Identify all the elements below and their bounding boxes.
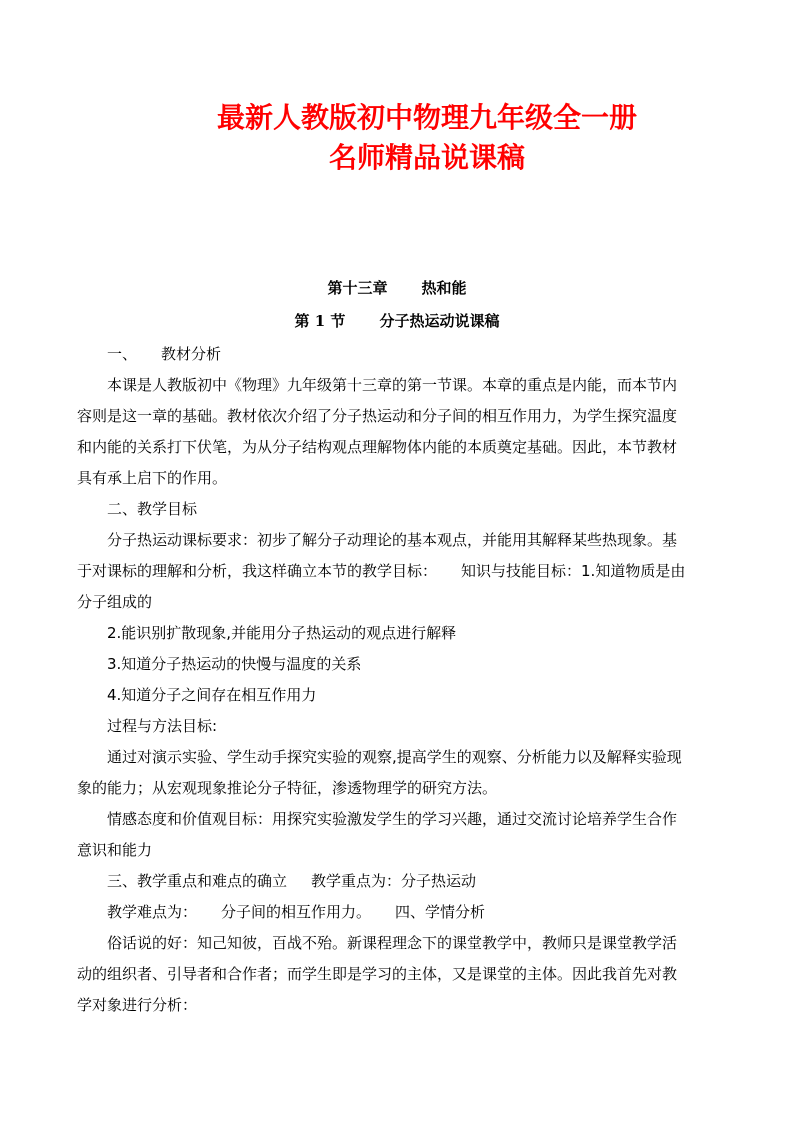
chapter-number: 第十三章 <box>327 279 388 297</box>
document-body <box>77 339 717 1021</box>
goal-item: 3.知道分子热运动的快慢与温度的关系 <box>107 655 362 673</box>
section-4-heading: 四、学情分析 <box>395 903 486 921</box>
knowledge-goal-label: 知识与技能目标：1.知道物质是由 <box>461 562 686 580</box>
section-1-title: 教材分析 <box>161 345 222 363</box>
paragraph-line <box>77 556 717 587</box>
chapter-heading <box>0 277 794 299</box>
paragraph-line: 分子热运动课标要求：初步了解分子动理论的基本观点，并能用其解释某些热现象。基 <box>107 531 678 549</box>
section-3-heading <box>77 866 717 897</box>
goal-item: 4.知道分子之间存在相互作用力 <box>107 686 317 704</box>
paragraph-line: 动的组织者、引导者和合作者；而学生即是学习的主体，又是课堂的主体。因此我首先对教 <box>77 965 678 983</box>
document-title-line2: 名师精品说课稿 <box>328 141 525 174</box>
paragraph-line: 学对象进行分析： <box>77 996 198 1014</box>
paragraph-line: 意识和能力 <box>77 841 153 859</box>
paragraph-line: 具有承上启下的作用。 <box>77 469 228 487</box>
difficulty-line <box>77 897 717 928</box>
section-name: 分子热运动说课稿 <box>379 312 500 330</box>
paragraph-line: 俗话说的好：知己知彼，百战不殆。新课程理念下的课堂教学中，教师只是课堂教学活 <box>107 934 678 952</box>
paragraph-line: 分子组成的 <box>77 593 153 611</box>
teaching-difficulty: 分子间的相互作用力。 <box>221 903 372 921</box>
paragraph-line: 通过对演示实验、学生动手探究实验的观察,提高学生的观察、分析能力以及解释实验现 <box>107 748 682 766</box>
process-goal-title: 过程与方法目标: <box>107 717 218 735</box>
paragraph-line: 容则是这一章的基础。教材依次介绍了分子热运动和分子间的相互作用力，为学生探究温度 <box>77 407 678 425</box>
teaching-focus: 教学重点为：分子热运动 <box>311 872 477 890</box>
chapter-name: 热和能 <box>421 279 467 297</box>
paragraph-line: 本课是人教版初中《物理》九年级第十三章的第一节课。本章的重点是内能，而本节内 <box>107 376 678 394</box>
paragraph-line: 情感态度和价值观目标：用探究实验激发学生的学习兴趣，通过交流讨论培养学生合作 <box>107 810 678 828</box>
section-number: 第 1 节 <box>294 312 346 330</box>
section-3-title: 三、教学重点和难点的确立 <box>107 872 288 890</box>
section-1-heading <box>77 339 717 370</box>
document-title-line1: 最新人教版初中物理九年级全一册 <box>216 101 637 134</box>
paragraph-line: 象的能力；从宏观现象推论分子特征，渗透物理学的研究方法。 <box>77 779 498 797</box>
section-2-heading: 二、教学目标 <box>107 500 198 518</box>
goal-item: 2.能识别扩散现象,并能用分子热运动的观点进行解释 <box>107 624 457 642</box>
paragraph-text: 于对课标的理解和分析，我这样确立本节的教学目标： <box>77 562 438 580</box>
difficulty-label: 教学难点为： <box>107 903 198 921</box>
section-1-number: 一、 <box>107 345 138 363</box>
section-heading <box>0 310 794 332</box>
paragraph-line: 和内能的关系打下伏笔，为从分子结构观点理解物体内能的本质奠定基础。因此，本节教材 <box>77 438 678 456</box>
